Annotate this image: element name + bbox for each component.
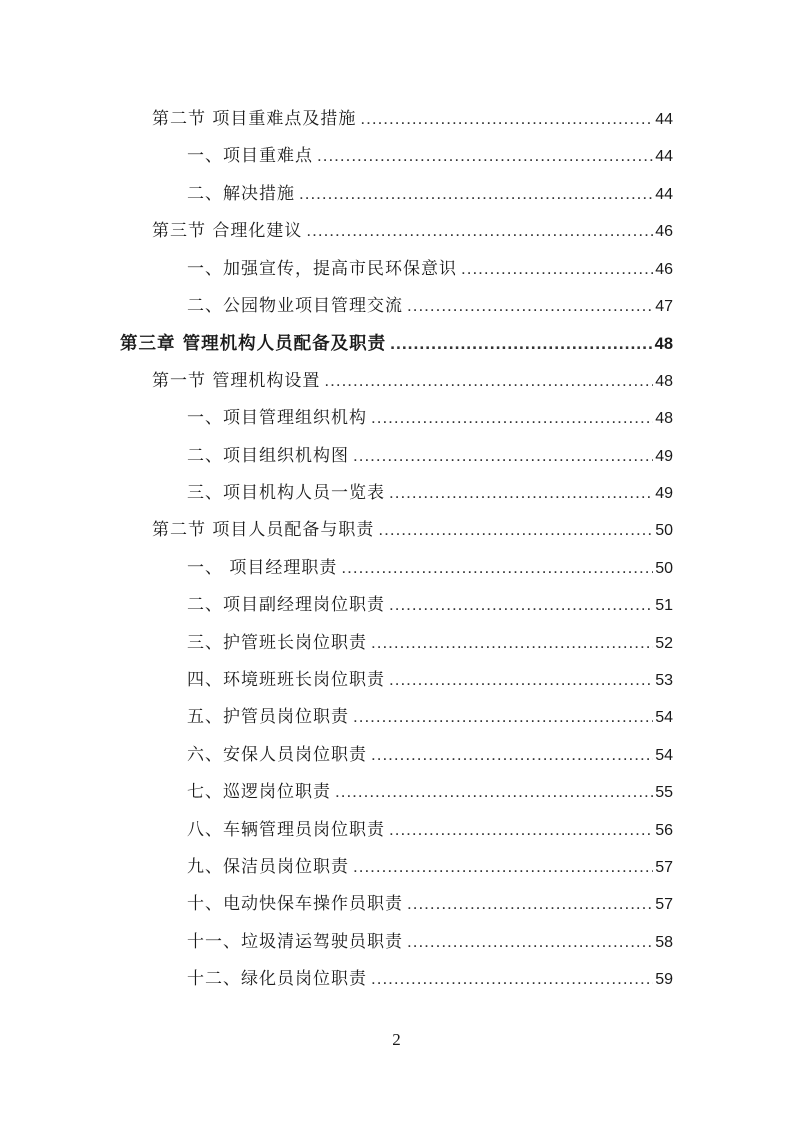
toc-dot-leader	[407, 927, 653, 957]
toc-entry-title: 十、电动快保车操作员职责	[187, 894, 403, 915]
toc-entry-title: 二、解决措施	[187, 183, 295, 204]
toc-subsection-entry[interactable]	[187, 590, 673, 620]
toc-subsection-entry[interactable]	[187, 927, 673, 957]
toc-entry-title: 一、项目重难点	[187, 146, 313, 167]
toc-dot-leader	[371, 964, 653, 994]
toc-entry-page: 58	[655, 933, 673, 951]
toc-dot-leader	[371, 740, 653, 770]
toc-subsection-entry[interactable]	[187, 628, 673, 658]
toc-subsection-entry[interactable]	[187, 141, 673, 171]
toc-entry-page: 51	[655, 597, 673, 615]
toc-entry-title: 五、护管员岗位职责	[187, 707, 349, 728]
toc-subsection-entry[interactable]	[187, 254, 673, 284]
toc-subsection-entry[interactable]	[187, 852, 673, 882]
toc-dot-leader	[389, 665, 653, 695]
toc-section-entry[interactable]	[152, 515, 673, 545]
toc-entry-page: 47	[655, 298, 673, 315]
toc-entry-title: 四、环境班班长岗位职责	[187, 670, 385, 690]
toc-entry-title: 二、项目副经理岗位职责	[187, 595, 385, 616]
toc-subsection-entry[interactable]	[187, 702, 673, 732]
toc-entry-page: 44	[655, 185, 673, 203]
toc-entry-page: 54	[655, 709, 673, 727]
toc-entry-page: 56	[655, 821, 673, 839]
toc-dot-leader	[407, 889, 653, 919]
toc-subsection-entry[interactable]	[187, 777, 673, 807]
toc-entry-page: 44	[655, 148, 673, 166]
toc-dot-leader	[371, 403, 653, 433]
toc-entry-page: 55	[655, 784, 673, 802]
toc-entry-page: 48	[654, 335, 673, 354]
toc-dot-leader	[389, 478, 653, 508]
toc-dot-leader	[299, 179, 653, 209]
toc-subsection-entry[interactable]	[187, 889, 673, 919]
toc-subsection-entry[interactable]	[187, 441, 673, 471]
toc-dot-leader	[341, 553, 653, 583]
toc-entry-title: 第三章 管理机构人员配备及职责	[120, 334, 387, 355]
toc-entry-page: 49	[655, 485, 673, 502]
toc-entry-page: 48	[655, 410, 673, 428]
toc-dot-leader	[378, 515, 653, 545]
toc-entry-title: 一、项目管理组织机构	[187, 408, 367, 429]
toc-entry-page: 46	[655, 223, 673, 241]
toc-entry-title: 一、 项目经理职责	[187, 557, 338, 578]
toc-dot-leader	[353, 852, 653, 882]
toc-entry-title: 第三节 合理化建议	[152, 221, 303, 242]
toc-entry-page: 52	[655, 634, 673, 652]
toc-section-entry[interactable]	[152, 104, 673, 134]
toc-entry-page: 44	[655, 111, 673, 128]
toc-subsection-entry[interactable]	[187, 179, 673, 209]
toc-subsection-entry[interactable]	[187, 478, 673, 508]
toc-entry-page: 57	[655, 859, 673, 876]
toc-dot-leader	[353, 441, 653, 471]
toc-entry-title: 七、巡逻岗位职责	[187, 782, 331, 803]
page-number: 2	[392, 1030, 401, 1049]
toc-dot-leader	[389, 590, 653, 620]
toc-dot-leader	[461, 254, 653, 284]
toc-entry-page: 48	[655, 372, 673, 390]
toc-entry-title: 九、保洁员岗位职责	[187, 857, 349, 877]
toc-entry-title: 第二节 项目人员配备与职责	[152, 520, 375, 541]
toc-entry-title: 十一、垃圾清运驾驶员职责	[187, 931, 403, 952]
toc-dot-leader	[353, 702, 653, 732]
toc-dot-leader	[306, 216, 653, 246]
toc-entry-title: 三、护管班长岗位职责	[187, 632, 367, 653]
toc-entry-title: 八、车辆管理员岗位职责	[187, 819, 385, 840]
toc-section-entry[interactable]	[152, 366, 673, 396]
toc-subsection-entry[interactable]	[187, 291, 673, 321]
toc-entry-title: 二、公园物业项目管理交流	[187, 296, 403, 316]
toc-entry-page: 46	[655, 260, 673, 278]
toc-entry-title: 六、安保人员岗位职责	[187, 744, 367, 765]
toc-dot-leader	[317, 141, 653, 171]
toc-dot-leader	[407, 291, 653, 321]
toc-entry-title: 三、项目机构人员一览表	[187, 483, 385, 503]
toc-entry-title: 一、加强宣传，提高市民环保意识	[187, 258, 457, 279]
toc-entry-page: 50	[655, 559, 673, 577]
toc-entry-page: 53	[655, 672, 673, 689]
toc-entry-page: 50	[655, 522, 673, 540]
toc-dot-leader	[390, 328, 653, 359]
toc-dot-leader	[335, 777, 653, 807]
toc-entry-title: 二、项目组织机构图	[187, 445, 349, 466]
toc-dot-leader	[371, 628, 653, 658]
toc-subsection-entry[interactable]	[187, 403, 673, 433]
toc-entry-page: 57	[655, 896, 673, 914]
toc-entry-title: 第二节 项目重难点及措施	[152, 109, 357, 129]
toc-dot-leader	[360, 104, 653, 134]
toc-chapter-entry[interactable]	[120, 328, 673, 358]
toc-entry-title: 十二、绿化员岗位职责	[187, 969, 367, 990]
toc-entry-page: 49	[655, 447, 673, 465]
toc-entry-title: 第一节 管理机构设置	[152, 370, 321, 391]
toc-subsection-entry[interactable]	[187, 815, 673, 845]
toc-subsection-entry[interactable]	[187, 553, 673, 583]
toc-dot-leader	[389, 815, 653, 845]
toc-entry-page: 54	[655, 746, 673, 764]
toc-subsection-entry[interactable]	[187, 665, 673, 695]
toc-subsection-entry[interactable]	[187, 964, 673, 994]
toc-subsection-entry[interactable]	[187, 740, 673, 770]
toc-entry-page: 59	[655, 971, 673, 989]
toc-section-entry[interactable]	[152, 216, 673, 246]
toc-dot-leader	[324, 366, 653, 396]
